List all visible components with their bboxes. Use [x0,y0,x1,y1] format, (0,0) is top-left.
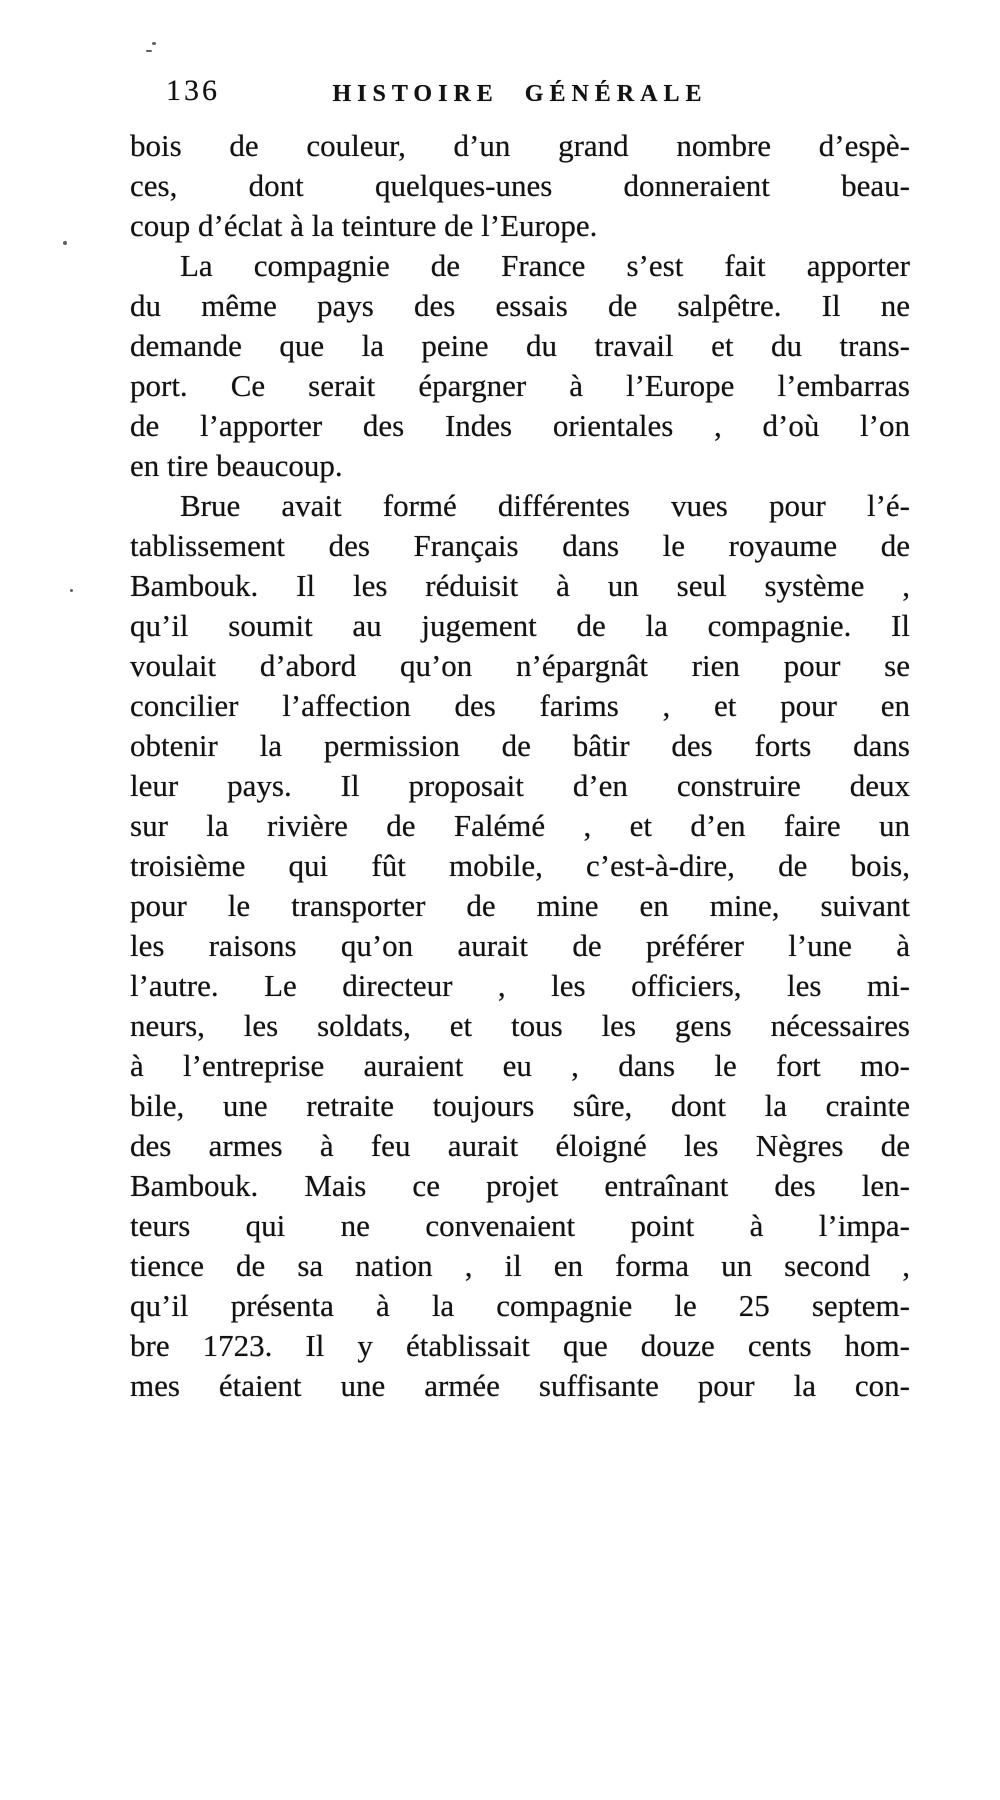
text-line: obtenir la permission de bâtir des forts dans [130,728,910,763]
text-line: tablissement des Français dans le royaume de [130,528,910,563]
text-line: Brue avait formé différentes vues pour l’é- [180,488,910,523]
text-line: à l’entreprise auraient eu , dans le fort mo- [130,1048,910,1083]
text-line: des armes à feu aurait éloigné les Nègres de [130,1128,910,1163]
text-line: pour le transporter de mine en mine, suivant [130,888,910,923]
text-line: l’autre. Le directeur , les officiers, les mi- [130,968,910,1003]
text-line: demande que la peine du travail et du trans- [130,328,910,363]
text-line: concilier l’affection des farims , et pour en [130,688,910,723]
scan-speck [70,589,73,592]
scan-speck [146,50,152,52]
text-line: troisième qui fût mobile, c’est-à-dire, de bois, [130,848,910,883]
text-line: tience de sa nation , il en forma un second , [130,1248,910,1283]
text-line: bile, une retraite toujours sûre, dont la crainte [130,1088,910,1123]
text-line: les raisons qu’on aurait de préférer l’une à [130,928,910,963]
running-title: HISTOIRE GÉNÉRALE [332,81,708,107]
text-line: leur pays. Il proposait d’en construire deux [130,768,910,803]
text-line: neurs, les soldats, et tous les gens nécessaires [130,1008,910,1043]
text-line: bre 1723. Il y établissait que douze cents hom- [130,1328,910,1363]
scan-speck [63,241,67,245]
text-line: port. Ce serait épargner à l’Europe l’embarras [130,368,910,403]
text-line: bois de couleur, d’un grand nombre d’espè- [130,128,910,163]
text-line: coup d’éclat à la teinture de l’Europe. [130,208,598,243]
text-line: La compagnie de France s’est fait apporter [180,248,910,283]
text-block [130,126,910,1406]
text-line: qu’il présenta à la compagnie le 25 septem- [130,1288,910,1323]
text-line: Bambouk. Mais ce projet entraînant des len- [130,1168,910,1203]
text-line: Bambouk. Il les réduisit à un seul système , [130,568,910,603]
text-line: mes étaient une armée suffisante pour la con- [130,1368,910,1403]
page-number: 136 [166,74,220,107]
scan-speck [152,42,156,45]
text-line: de l’apporter des Indes orientales , d’où l’on [130,408,910,443]
text-line: en tire beaucoup. [130,448,343,483]
text-line: ces, dont quelques-unes donneraient beau- [130,168,910,203]
text-line: voulait d’abord qu’on n’épargnât rien pour se [130,648,910,683]
text-line: qu’il soumit au jugement de la compagnie. Il [130,608,910,643]
text-line: du même pays des essais de salpêtre. Il ne [130,288,910,323]
text-line: sur la rivière de Falémé , et d’en faire un [130,808,910,843]
text-line: teurs qui ne convenaient point à l’impa- [130,1208,910,1243]
